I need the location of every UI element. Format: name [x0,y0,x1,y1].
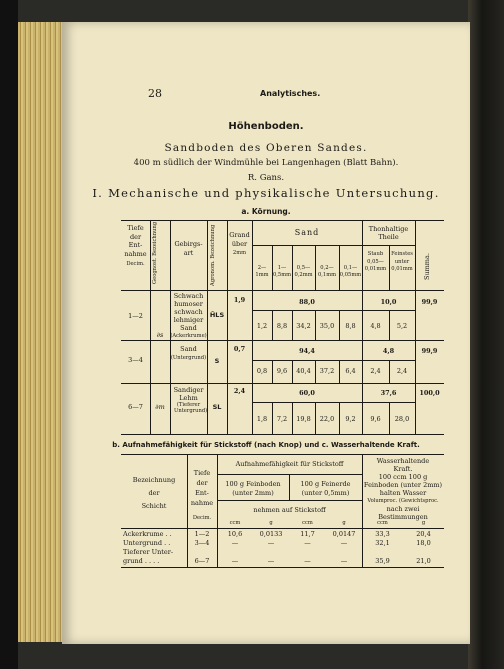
header-grand: Grand über 2mm [229,231,250,256]
row3-sand-1: 1,8 [256,415,268,423]
t2-row4-tiefe: 6—7 [194,557,210,565]
t2-row1-v2: 0,0133 [259,530,283,538]
t2-row2-v4: — [340,539,348,547]
row3-summa: 100,0 [419,389,440,397]
t2-header-bezeichnung: Bezeichnung der Schicht [132,476,176,510]
row1-grand: 1,9 [233,296,246,304]
row1-feinstes: 5,2 [396,322,408,330]
row1-sand-total: 88,0 [299,298,315,306]
row2-tiefe: 3—4 [128,356,143,364]
row1-staub: 4,8 [370,322,381,330]
t2-unit-4: g [342,520,346,526]
row1-sand-2: 8,8 [276,322,288,330]
row3-sand-5: 9,2 [345,415,356,423]
t2-row4-v3: — [304,557,311,565]
row1-sand-1: 1,2 [256,322,268,330]
row3-agronom: SL [212,403,222,411]
sand-col-3: 0,5— 0,2mm [294,265,313,278]
location-line: 400 m südlich der Windmühle bei Langenhagen (Blatt Bahn). [133,158,399,168]
t2-unit-6: g [421,520,426,526]
part-heading: I. Mechanische und physikalische Untersuchung. [92,186,440,200]
t2-unit-3: ccm [302,520,313,526]
book-spine [0,0,18,669]
header-geognost: Geognost. Bezeichnung [152,221,158,284]
row1-summa: 99,9 [421,298,438,306]
scan-background [468,0,504,669]
t2-row2-v3: — [304,539,311,547]
header-gebirgsart: Gebirgs- art [174,240,203,257]
t2-unit-1: ccm [229,520,241,526]
t2-row1-tiefe: 1—2 [194,530,210,538]
sand-col-2: 1— 0,5mm [272,265,292,278]
t2-row2-v6: 18,0 [416,539,431,547]
row1-sand-5: 8,8 [345,322,356,330]
row3-sand-4: 22,0 [319,415,335,423]
author: R. Gans. [247,173,285,183]
sand-col-4: 0,2— 0,1mm [317,265,337,278]
row2-agronom: S [214,357,220,365]
t2-header-aufnahme: Aufnahmefähigkeit für Stickstoff [235,460,344,468]
row3-staub: 9,6 [370,415,381,423]
row1-thon-total: 10,0 [380,298,397,306]
row1-agronom: H̄LS [209,311,225,319]
t2-unit-5: ccm [377,520,388,526]
subsection-bc: b. Aufnahmefähigkeit für Stickstoff (nach Knop) und c. Wasserhaltende Kraft. [112,441,420,449]
section-title: Höhenboden. [228,121,304,132]
t2-row1-v6: 20,4 [416,530,431,538]
t2-row1-name: Ackerkrume . . [123,530,172,538]
row2-grand: 0,7 [233,345,246,353]
row2-sand-5: 6,4 [345,367,356,375]
row3-tiefe: 6—7 [128,403,143,411]
t2-unit-2: g [269,520,273,526]
row2-thon-total: 4,8 [382,347,395,355]
subsection-a: a. Körnung. [241,207,291,216]
t2-row4-v5: 35,9 [375,557,390,565]
t2-header-wasser: Wasserhaltende Kraft. 100 ccm 100 g Feinboden (unter 2mm) halten Wasser Volumproc. (Gewichtsproc. nach zwei Bestimmungen [363,457,443,521]
t2-row1-v4: 0,0147 [332,530,356,538]
header-thon: Thonhaltige Theile [368,225,409,241]
sand-col-1: 2— 1mm [255,265,269,278]
row2-sand-3: 40,4 [296,367,311,375]
row2-sand-total: 94,4 [299,347,315,355]
t2-header-feinerde: 100 g Feinerde (unter 0,5mm) [300,480,351,497]
t2-row2-name: Untergrund . . [123,539,171,547]
running-title: Analytisches. [260,89,321,98]
sand-col-5: 0,1— 0,05mm [339,265,362,278]
book-page [62,22,470,644]
row3-sand-3: 19,8 [296,415,311,423]
row1-tiefe: 1—2 [128,312,143,320]
t2-row2-v1: — [231,539,239,547]
row1-geognost: ∂s [156,331,164,339]
header-tiefe: Tiefe der Ent- nahme Decim. [124,224,147,267]
row3-sand-total: 60,0 [299,389,315,397]
t2-row4-v4: — [340,557,348,565]
page-edges [18,22,66,642]
t2-row3-name: Tieferer Unter- [123,548,174,556]
t2-row4-v1: — [231,557,239,565]
t2-header-feinboden: 100 g Feinboden (unter 2mm) [225,480,281,497]
row3-art: Sandiger Lehm (Tieferer Untergrund) [173,386,208,414]
t2-row4-name: grund . . . . [123,557,160,565]
header-sand: Sand [294,228,320,237]
row3-thon-total: 37,6 [380,389,397,397]
t2-row1-v3: 11,7 [300,530,315,538]
t2-row2-v2: — [267,539,275,547]
row3-grand: 2,4 [233,387,246,395]
header-summa: Summa. [423,253,431,280]
row3-feinstes: 28,0 [394,415,410,423]
t2-row4-v2: — [267,557,275,565]
row1-art: Schwach humoser schwach lehmiger Sand (Ackerkrume) [170,292,207,339]
row3-sand-2: 7,2 [276,415,288,423]
t2-row2-tiefe: 3—4 [194,539,210,547]
row2-sand-1: 0,8 [256,367,268,375]
row1-sand-4: 35,0 [319,322,335,330]
subtitle: Sandboden des Oberen Sandes. [164,142,368,154]
row2-sand-2: 9,6 [276,367,288,375]
row1-sand-3: 34,2 [296,322,311,330]
row2-staub: 2,4 [370,367,381,375]
t2-row1-v5: 33,3 [375,530,390,538]
row3-geognost: ∂m [155,403,165,411]
t2-header-nehmen: nehmen auf Stickstoff [253,506,326,514]
header-staub: Staub 0,05— 0,01mm [364,251,387,272]
page-number: 28 [148,87,162,100]
t2-header-tiefe: Tiefe der Ent- nahme Decim. [190,469,214,521]
row2-summa: 99,9 [421,347,438,355]
header-agronom: Agronom. Bezeichnung [210,224,216,286]
row2-feinstes: 2,4 [396,367,408,375]
header-feinstes: Feinstes unter 0,01mm [391,251,413,272]
row2-art: Sand (Untergrund) [170,345,207,361]
row2-sand-4: 37,2 [319,367,335,375]
t2-row4-v6: 21,0 [416,557,431,565]
t2-row2-v5: 32,1 [375,539,390,547]
t2-row1-v1: 10,6 [227,530,243,538]
